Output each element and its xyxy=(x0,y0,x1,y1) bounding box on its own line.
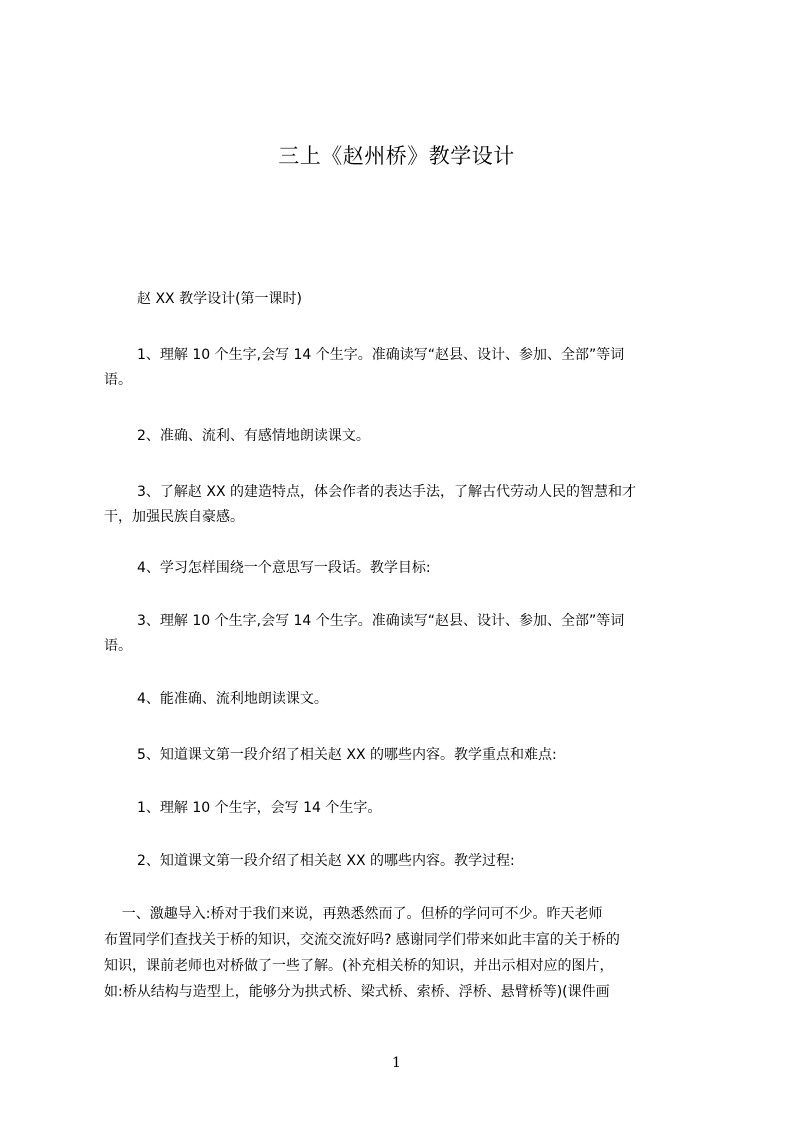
document-title: 三上《赵州桥》教学设计 xyxy=(278,144,515,168)
goal-4: 4、能准确、流利地朗读课文。 xyxy=(137,691,328,707)
objective-4: 4、学习怎样围绕一个意思写一段话。教学目标: xyxy=(137,560,431,576)
objective-1-line-2: 语。 xyxy=(104,372,132,388)
objective-2: 2、准确、流利、有感情地朗读课文。 xyxy=(137,428,370,444)
goal-3-line-1: 3、理解 10 个生字,会写 14 个生字。准确读写“赵县、设计、参加、全部”等词 xyxy=(137,613,625,629)
key-point-1: 1、理解 10 个生字，会写 14 个生字。 xyxy=(137,800,382,816)
process-paragraph-line-2: 布置同学们查找关于桥的知识，交流交流好吗? 感谢同学们带来如此丰富的关于桥的 xyxy=(104,932,620,948)
process-paragraph-line-3: 知识，课前老师也对桥做了一些了解。(补充相关桥的知识，并出示相对应的图片， xyxy=(104,958,614,974)
page-number: 1 xyxy=(392,1055,401,1071)
objective-1-line-1: 1、理解 10 个生字,会写 14 个生字。准确读写“赵县、设计、参加、全部”等词 xyxy=(137,347,625,363)
process-paragraph-line-1: 一、激趣导入:桥对于我们来说，再熟悉然而了。但桥的学问可不少。昨天老师 xyxy=(104,906,603,922)
lesson-subtitle: 赵 XX 教学设计(第一课时) xyxy=(137,291,303,307)
goal-5: 5、知道课文第一段介绍了相关赵 XX 的哪些内容。教学重点和难点: xyxy=(137,747,557,763)
key-point-2: 2、知道课文第一段介绍了相关赵 XX 的哪些内容。教学过程: xyxy=(137,853,515,869)
process-paragraph-line-4: 如:桥从结构与造型上，能够分为拱式桥、梁式桥、索桥、浮桥、悬臂桥等)(课件画 xyxy=(104,984,610,1000)
goal-3-line-2: 语。 xyxy=(104,638,132,654)
objective-3-line-2: 干，加强民族自豪感。 xyxy=(104,509,244,525)
objective-3-line-1: 3、了解赵 XX 的建造特点，体会作者的表达手法，了解古代劳动人民的智慧和才 xyxy=(137,484,636,500)
